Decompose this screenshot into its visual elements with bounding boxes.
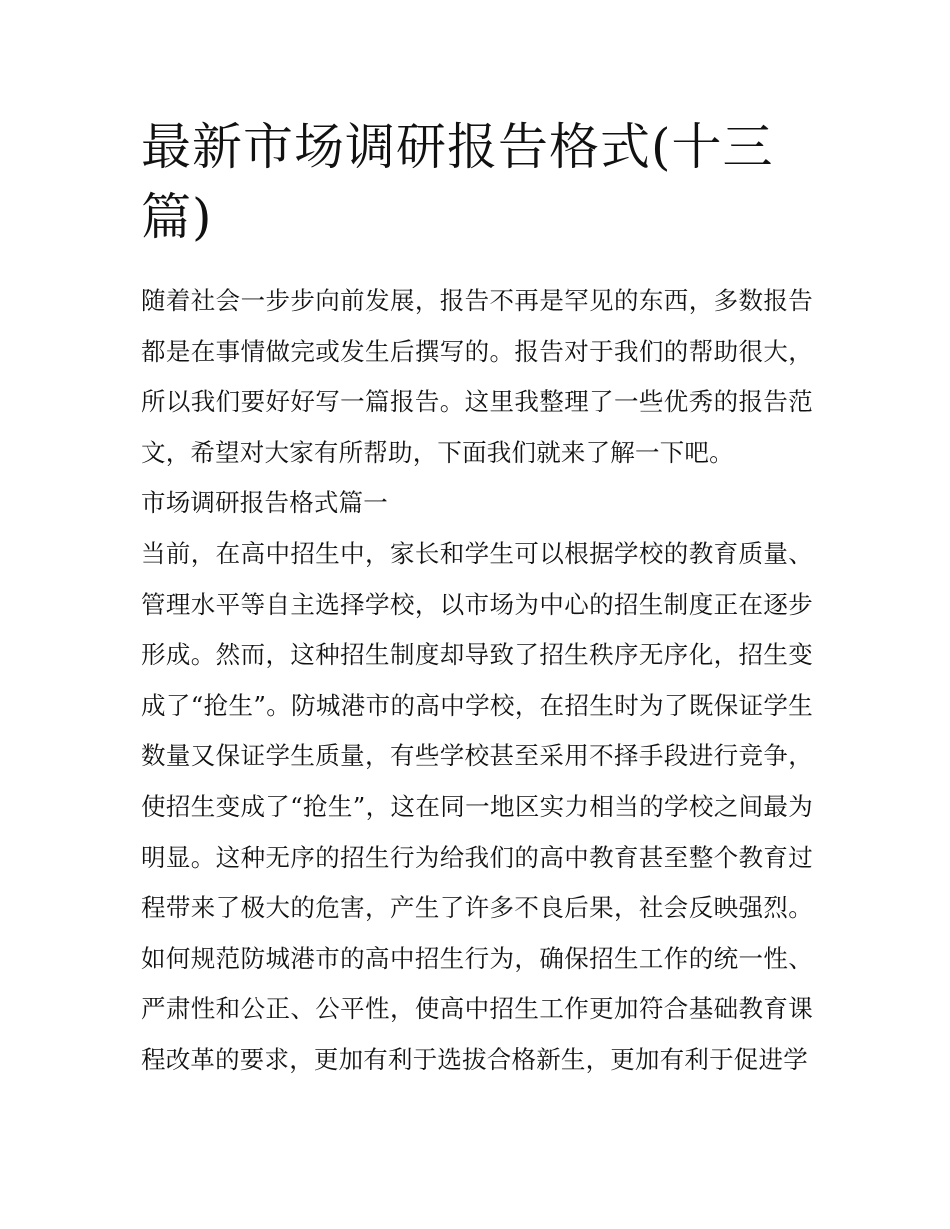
document-body (141, 276, 813, 1086)
section-heading: 市场调研报告格式篇一 (141, 488, 388, 518)
document-title: 最新市场调研报告格式(十三篇) (141, 118, 774, 246)
section-paragraph: 当前，在高中招生中，家长和学生可以根据学校的教育质量、管理水平等自主选择学校，以市场为中心的招生制度正在逐步形成。然而，这种招生制度却导致了招生秩序无序化，招生变成了“抢生”。防城港市的高中学校，在招生时为了既保证学生数量又保证学生质量，有些学校甚至采用不择手段进行竞争，使招生变成了“抢生”，这在同一地区实力相当的学校之间最为明显。这种无序的招生行为给我们的高中教育甚至整个教育过程带来了极大的危害，产生了许多不良后果，社会反映强烈。如何规范防城港市的高中招生行为，确保招生工作的统一性、严肃性和公正、公平性，使高中招生工作更加符合基础教育课程改革的要求，更加有利于选拔合格新生，更加有利于促进学 (141, 538, 813, 1074)
intro-paragraph: 随着社会一步步向前发展，报告不再是罕见的东西，多数报告都是在事情做完或发生后撰写的。报告对于我们的帮助很大，所以我们要好好写一篇报告。这里我整理了一些优秀的报告范文，希望对大家有所帮助，下面我们就来了解一下吧。 (141, 286, 813, 467)
